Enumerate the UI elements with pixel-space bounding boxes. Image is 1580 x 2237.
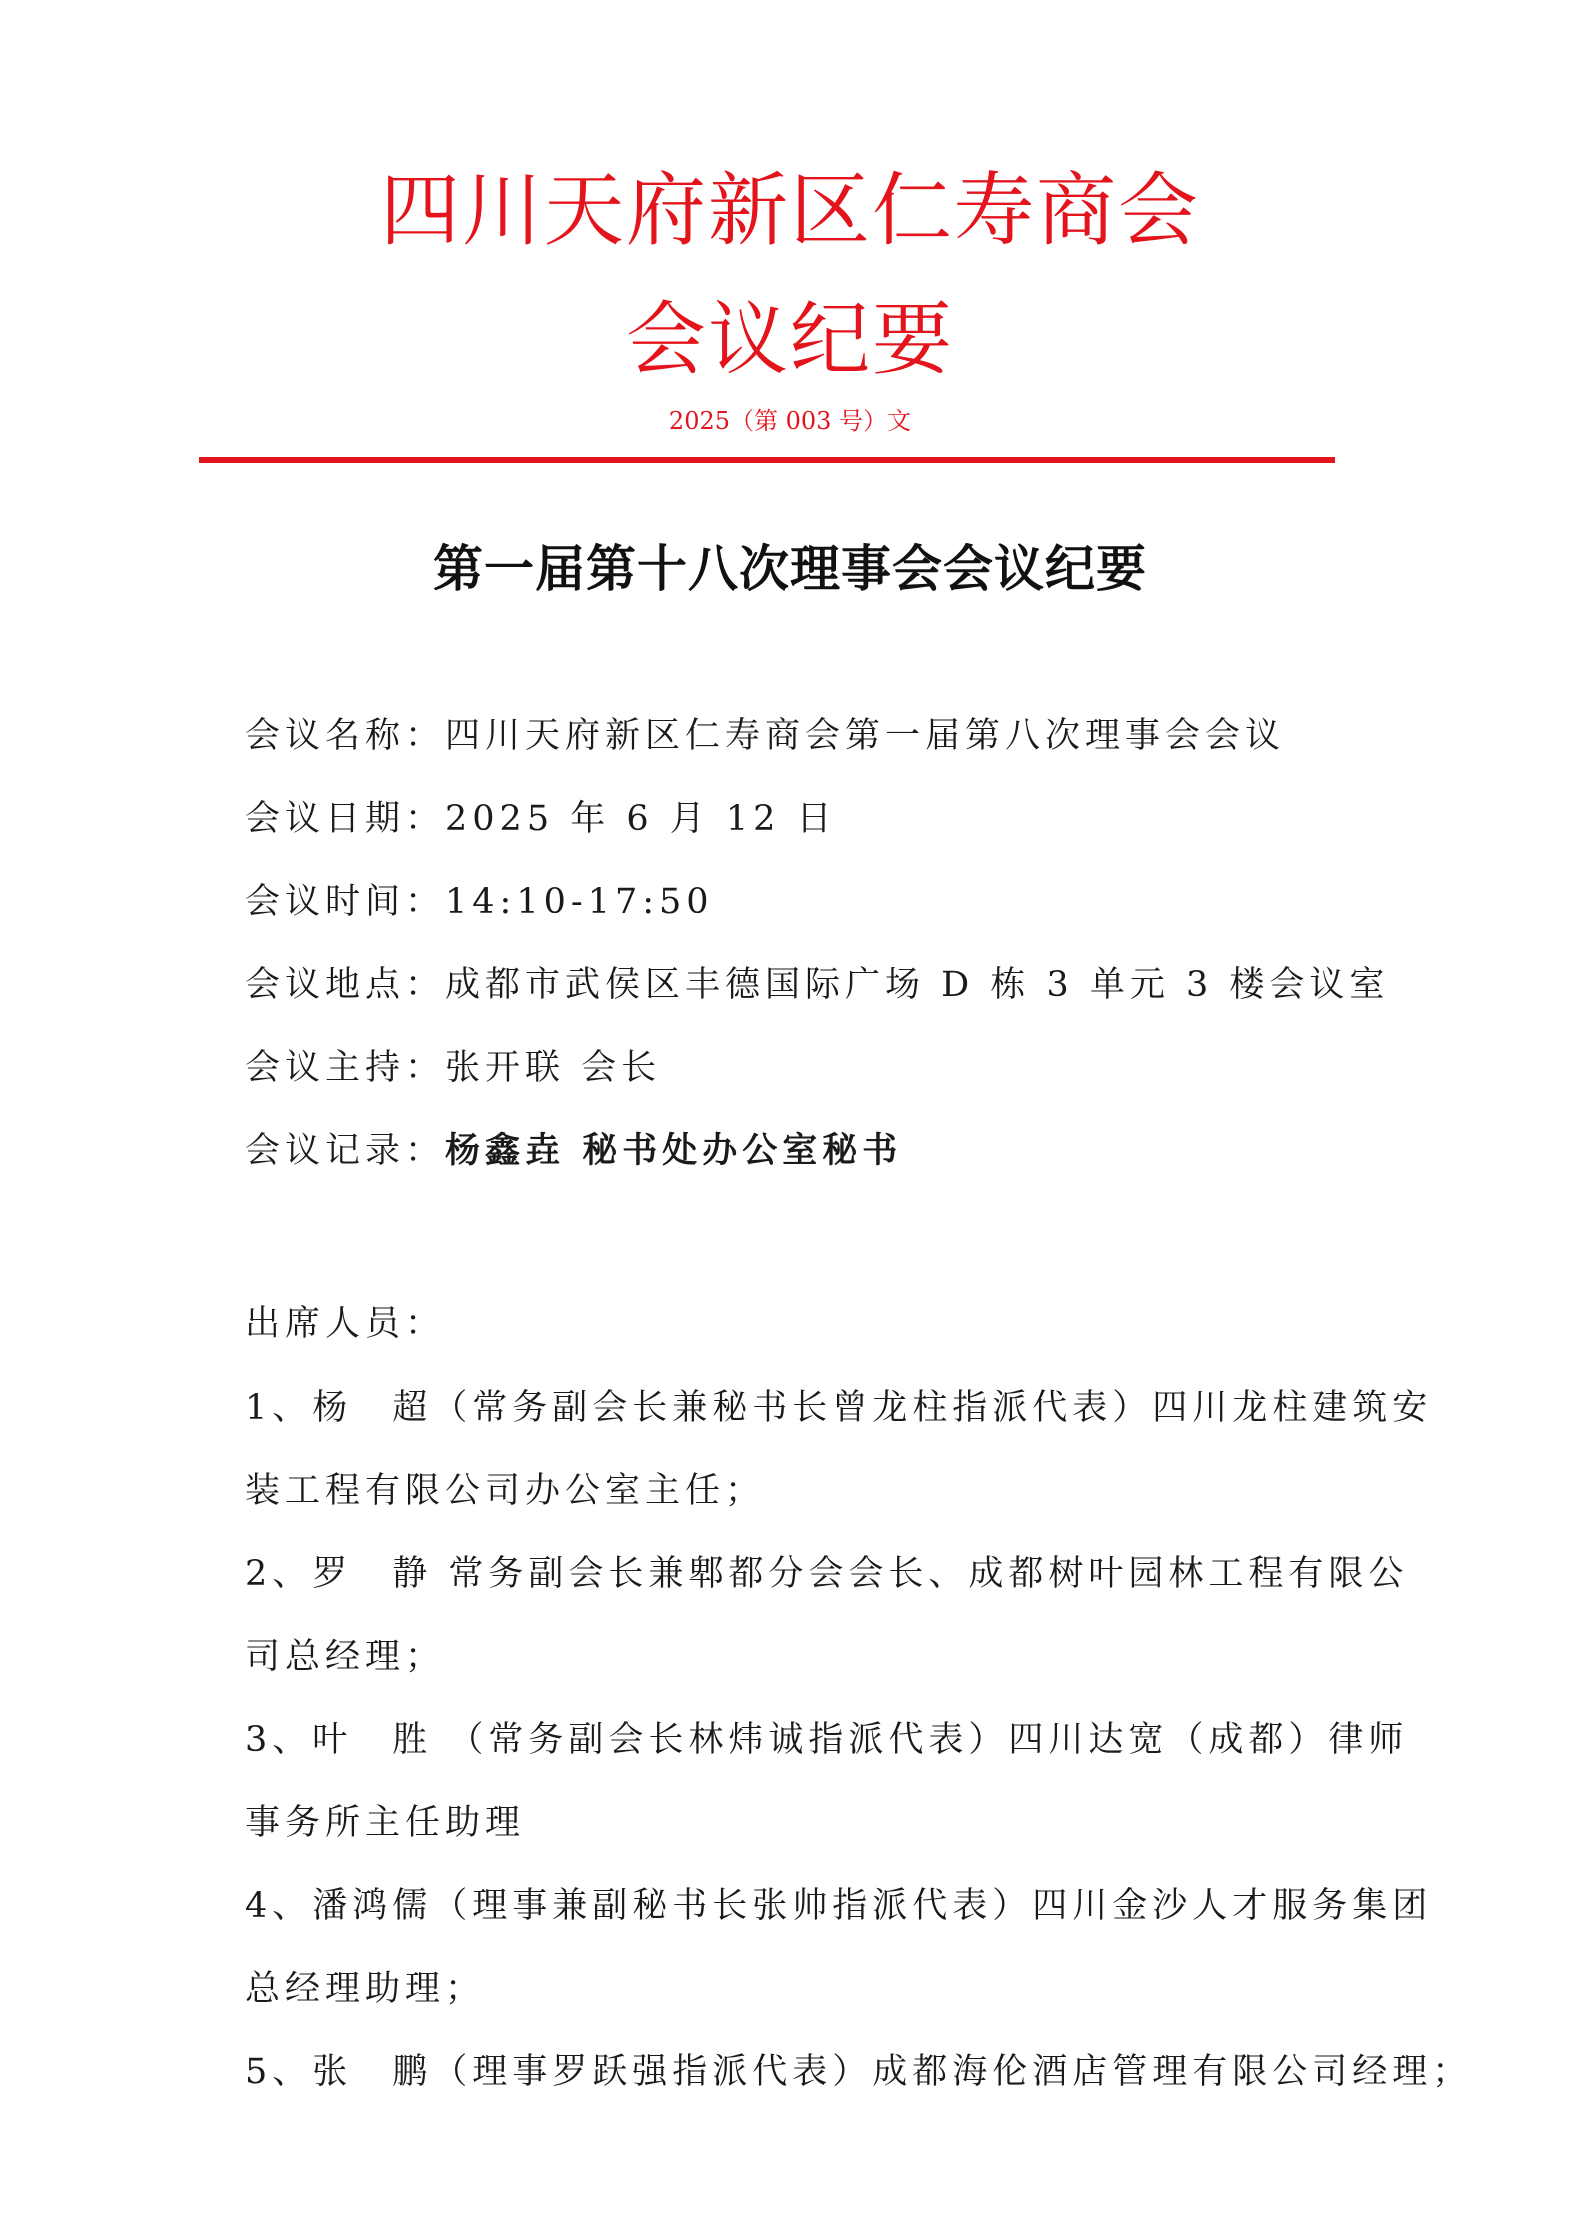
attendee-line: 3、叶 胜 （常务副会长林炜诚指派代表）四川达宽（成都）律师 [245,1720,1409,1760]
meeting-time-line [245,880,714,924]
attendee-line: 总经理助理； [245,1969,486,2009]
meeting-date-line [245,797,837,841]
meeting-location-line [245,963,1389,1007]
meeting-recorder-line [245,1129,902,1173]
meeting-name-value: 四川天府新区仁寿商会第一届第八次理事会会议 [445,716,1286,756]
letterhead-doc-type: 会议纪要 [626,293,954,386]
meeting-host-label: 会议主持： [245,1048,446,1088]
attendee-line: 4、潘鸿儒（理事兼副秘书长张帅指派代表）四川金沙人才服务集团 [245,1886,1433,1926]
red-divider-line [199,457,1335,463]
attendee-line: 1、杨 超（常务副会长兼秘书长曾龙柱指派代表）四川龙柱建筑安 [245,1388,1433,1428]
meeting-date-label: 会议日期： [245,799,446,839]
meeting-host-line [245,1046,661,1090]
meeting-time-label: 会议时间： [245,882,446,922]
attendee-line: 2、罗 静 常务副会长兼郫都分会会长、成都树叶园林工程有限公 [245,1554,1409,1594]
attendee-line: 5、张 鹏（理事罗跃强指派代表）成都海伦酒店管理有限公司经理； [245,2052,1473,2092]
meeting-location-value: 成都市武侯区丰德国际广场 D 栋 3 单元 3 楼会议室 [445,965,1390,1005]
meeting-recorder-label: 会议记录： [245,1131,446,1171]
attendee-line: 司总经理； [245,1637,446,1677]
attendee-line: 装工程有限公司办公室主任； [245,1471,766,1511]
meeting-name-line [245,714,1285,758]
meeting-location-label: 会议地点： [245,965,446,1005]
meeting-host-value: 张开联 会长 [445,1048,662,1088]
letterhead-organization: 四川天府新区仁寿商会 [380,164,1200,257]
meeting-date-value: 2025 年 6 月 12 日 [445,799,837,839]
meeting-recorder-value: 杨鑫垚 秘书处办公室秘书 [445,1130,903,1171]
attendees-heading: 出席人员： [245,1304,446,1344]
document-number: 2025（第 003 号）文 [668,407,912,435]
page-title: 第一届第十八次理事会会议纪要 [433,539,1147,598]
meeting-time-value: 14:10-17:50 [445,882,714,922]
attendee-line: 事务所主任助理 [245,1803,526,1843]
meeting-name-label: 会议名称： [245,716,446,756]
